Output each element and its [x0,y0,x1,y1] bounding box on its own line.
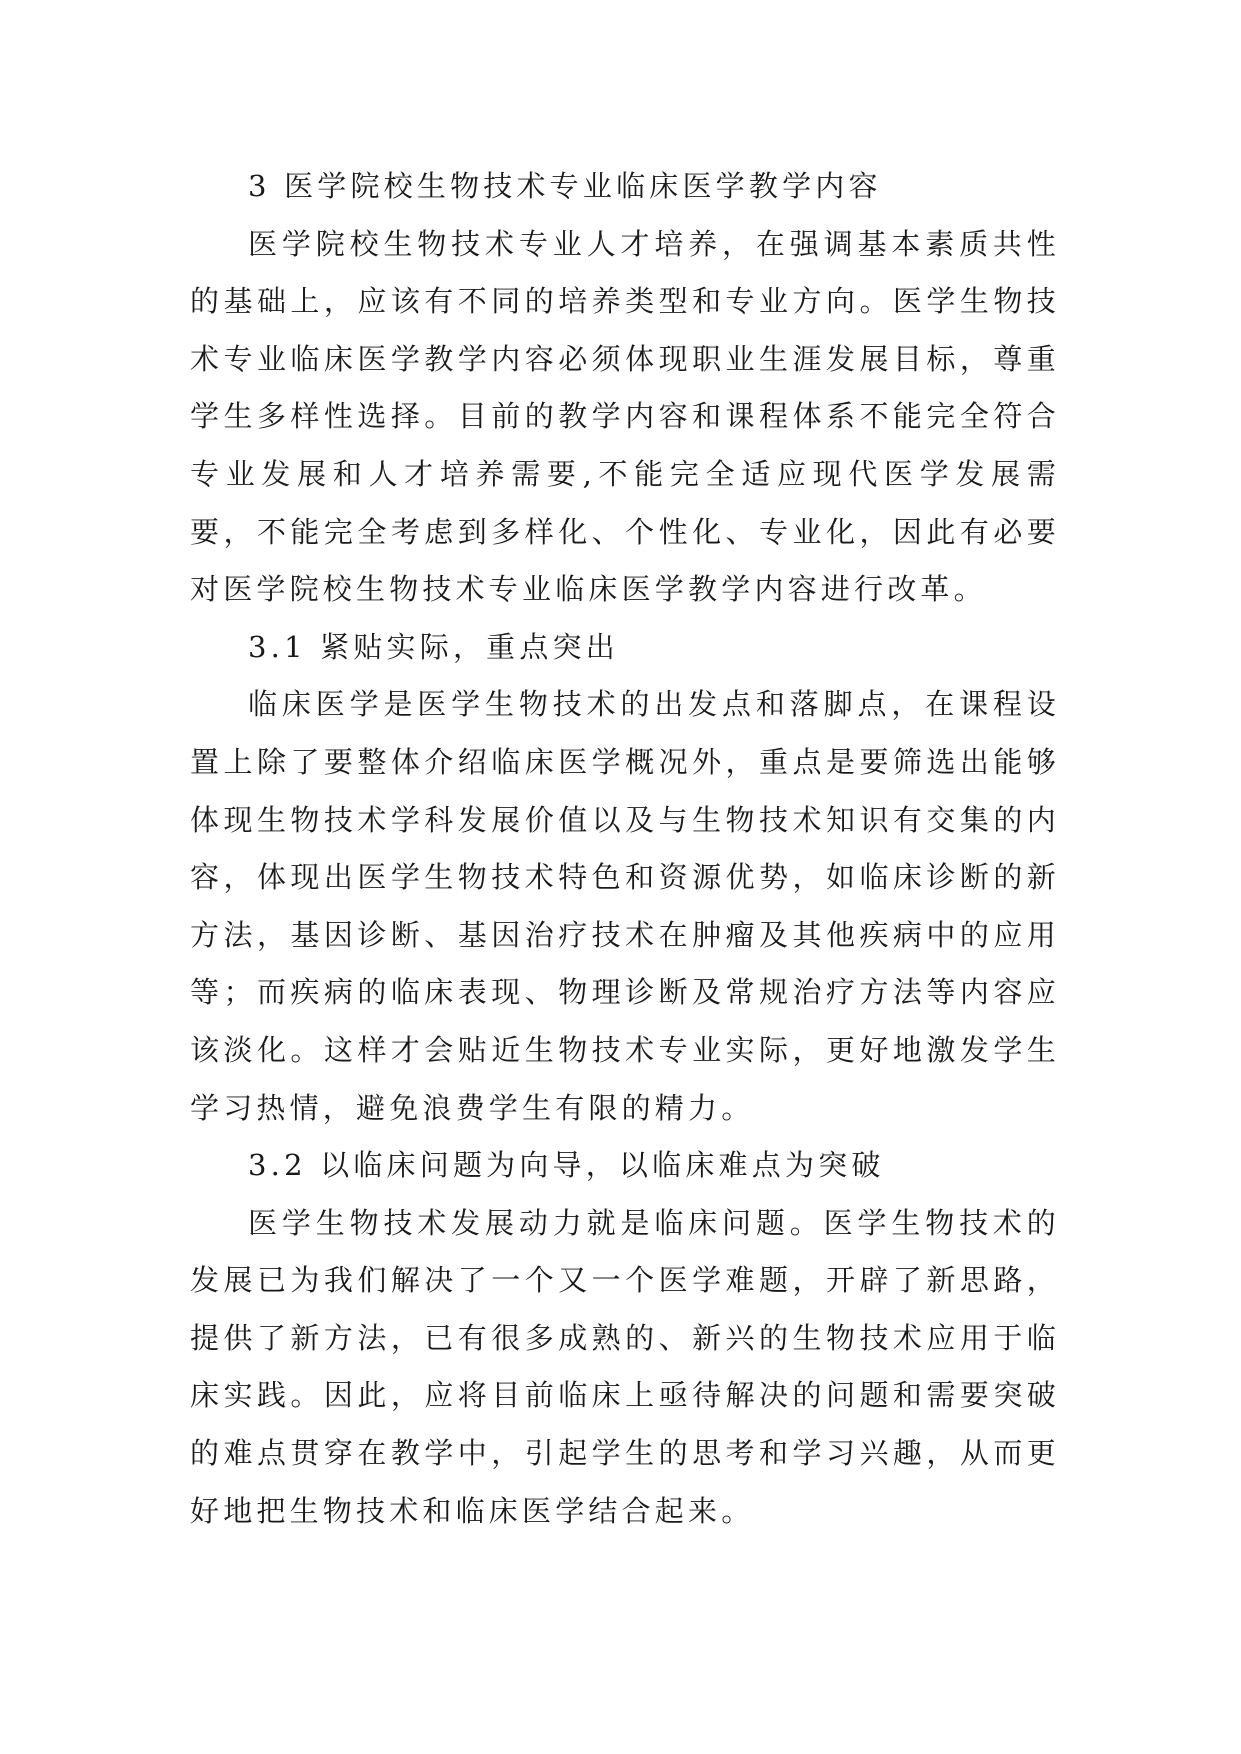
subsection-1-paragraph: 临床医学是医学生物技术的出发点和落脚点，在课程设置上除了要整体介绍临床医学概况外，重点是要筛选出能够体现生物技术学科发展价值以及与生物技术知识有交集的内容，体现出医学生物技术特色和资源优势，如临床诊断的新方法，基因诊断、基因治疗技术在肿瘤及其他疾病中的应用等；而疾病的临床表现、物理诊断及常规治疗方法等内容应该淡化。这样才会贴近生物技术专业实际，更好地激发学生学习热情，避免浪费学生有限的精力。 [190,687,1060,1125]
section-intro-paragraph: 医学院校生物技术专业人才培养，在强调基本素质共性的基础上，应该有不同的培养类型和专业方向。医学生物技术专业临床医学教学内容必须体现职业生涯发展目标，尊重学生多样性选择。目前的教学内容和课程体系不能完全符合专业发展和人才培养需要,不能完全适应现代医学发展需要，不能完全考虑到多样化、个性化、专业化，因此有必要对医学院校生物技术专业临床医学教学内容进行改革。 [190,226,1060,607]
document-body [190,158,1060,1540]
section-heading: 3 医学院校生物技术专业临床医学教学内容 [248,169,882,203]
subsection-1-heading: 3.1 紧贴实际，重点突出 [248,629,619,664]
subsection-2-paragraph: 医学生物技术发展动力就是临床问题。医学生物技术的发展已为我们解决了一个又一个医学难题，开辟了新思路，提供了新方法，已有很多成熟的、新兴的生物技术应用于临床实践。因此，应将目前临床上亟待解决的问题和需要突破的难点贯穿在教学中，引起学生的思考和学习兴趣，从而更好地把生物技术和临床医学结合起来。 [190,1205,1060,1528]
subsection-2-heading: 3.2 以临床问题为向导，以临床难点为突破 [248,1148,885,1183]
